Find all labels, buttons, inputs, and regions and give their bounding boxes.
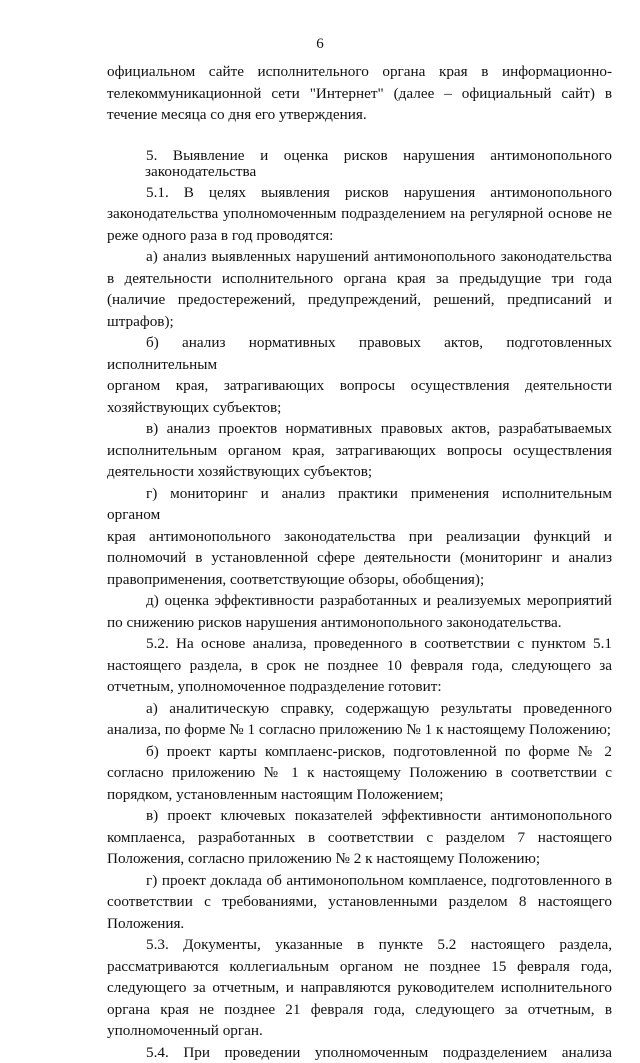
text-line: уполномоченный орган. <box>107 1020 612 1042</box>
text-line: а) аналитическую справку, содержащую результаты проведенного <box>107 698 612 720</box>
text-line: порядком, установленным настоящим Положением; <box>107 784 612 806</box>
text-line: течение месяца со дня его утверждения. <box>107 104 612 126</box>
heading-line: 5. Выявление и оценка рисков нарушения антимонопольного <box>107 148 612 164</box>
text-line: органа края не позднее 21 февраля года, следующего за отчетным, в <box>107 999 612 1021</box>
paragraph-5-1 <box>107 182 612 247</box>
text-line: настоящего раздела, в срок не позднее 10 февраля года, следующего за <box>107 655 612 677</box>
list-item-b <box>107 332 612 418</box>
list-item-2-a <box>107 698 612 741</box>
document-body <box>107 61 612 1063</box>
text-line: отчетным, уполномоченное подразделение готовит: <box>107 676 612 698</box>
text-line: а) анализ выявленных нарушений антимонопольного законодательства <box>107 246 612 268</box>
list-item-d <box>107 590 612 633</box>
text-line: б) анализ нормативных правовых актов, подготовленных исполнительным <box>107 332 612 375</box>
text-line: края антимонопольного законодательства при реализации функций и <box>107 526 612 548</box>
text-line: д) оценка эффективности разработанных и реализуемых мероприятий <box>107 590 612 612</box>
text-line: г) проект доклада об антимонопольном комплаенсе, подготовленного в <box>107 870 612 892</box>
list-item-a <box>107 246 612 332</box>
text-line: комплаенса, разработанных в соответствии с разделом 7 настоящего <box>107 827 612 849</box>
text-line: по снижению рисков нарушения антимонопольного законодательства. <box>107 612 612 634</box>
text-line: Положения, согласно приложению № 2 к настоящему Положению; <box>107 848 612 870</box>
text-line: полномочий в установленной сфере деятельности (мониторинг и анализ <box>107 547 612 569</box>
list-item-g <box>107 483 612 591</box>
text-line: в) анализ проектов нормативных правовых актов, разрабатываемых <box>107 418 612 440</box>
list-item-2-b <box>107 741 612 806</box>
text-line: следующего за отчетным, и направляются руководителем исполнительного <box>107 977 612 999</box>
text-line: рассматриваются коллегиальным органом не позднее 15 февраля года, <box>107 956 612 978</box>
section-heading <box>107 148 612 180</box>
text-line: (наличие предостережений, предупреждений, решений, предписаний и <box>107 289 612 311</box>
list-item-2-g <box>107 870 612 935</box>
heading-line: законодательства <box>107 164 612 180</box>
intro-paragraph <box>107 61 612 126</box>
text-line: б) проект карты комплаенс-рисков, подготовленной по форме № 2 <box>107 741 612 763</box>
text-line: соответствии с требованиями, установленными разделом 8 настоящего <box>107 891 612 913</box>
text-line: г) мониторинг и анализ практики применения исполнительным органом <box>107 483 612 526</box>
text-line: 5.2. На основе анализа, проведенного в соответствии с пунктом 5.1 <box>107 633 612 655</box>
text-line: реже одного раза в год проводятся: <box>107 225 612 247</box>
text-line: в деятельности исполнительного органа края за предыдущие три года <box>107 268 612 290</box>
page-number: 6 <box>0 34 640 56</box>
text-line: официальном сайте исполнительного органа края в информационно- <box>107 61 612 83</box>
text-line: правоприменения, соответствующие обзоры, обобщения); <box>107 569 612 591</box>
text-line: законодательства уполномоченным подразделением на регулярной основе не <box>107 203 612 225</box>
text-line: Положения. <box>107 913 612 935</box>
text-line: 5.4. При проведении уполномоченным подразделением анализа <box>107 1042 612 1063</box>
text-line: 5.3. Документы, указанные в пункте 5.2 настоящего раздела, <box>107 934 612 956</box>
text-line: в) проект ключевых показателей эффективности антимонопольного <box>107 805 612 827</box>
text-line: анализа, по форме № 1 согласно приложению № 1 к настоящему Положению; <box>107 719 612 741</box>
paragraph-5-4 <box>107 1042 612 1063</box>
text-line: телекоммуникационной сети "Интернет" (далее – официальный сайт) в <box>107 83 612 105</box>
text-line: органом края, затрагивающих вопросы осуществления деятельности <box>107 375 612 397</box>
text-line: деятельности хозяйствующих субъектов; <box>107 461 612 483</box>
paragraph-5-2 <box>107 633 612 698</box>
list-item-v <box>107 418 612 483</box>
text-line: хозяйствующих субъектов; <box>107 397 612 419</box>
text-line: согласно приложению № 1 к настоящему Положению в соответствии с <box>107 762 612 784</box>
text-line: штрафов); <box>107 311 612 333</box>
text-line: исполнительным органом края, затрагивающих вопросы осуществления <box>107 440 612 462</box>
list-item-2-v <box>107 805 612 870</box>
paragraph-5-3 <box>107 934 612 1042</box>
text-line: 5.1. В целях выявления рисков нарушения антимонопольного <box>107 182 612 204</box>
